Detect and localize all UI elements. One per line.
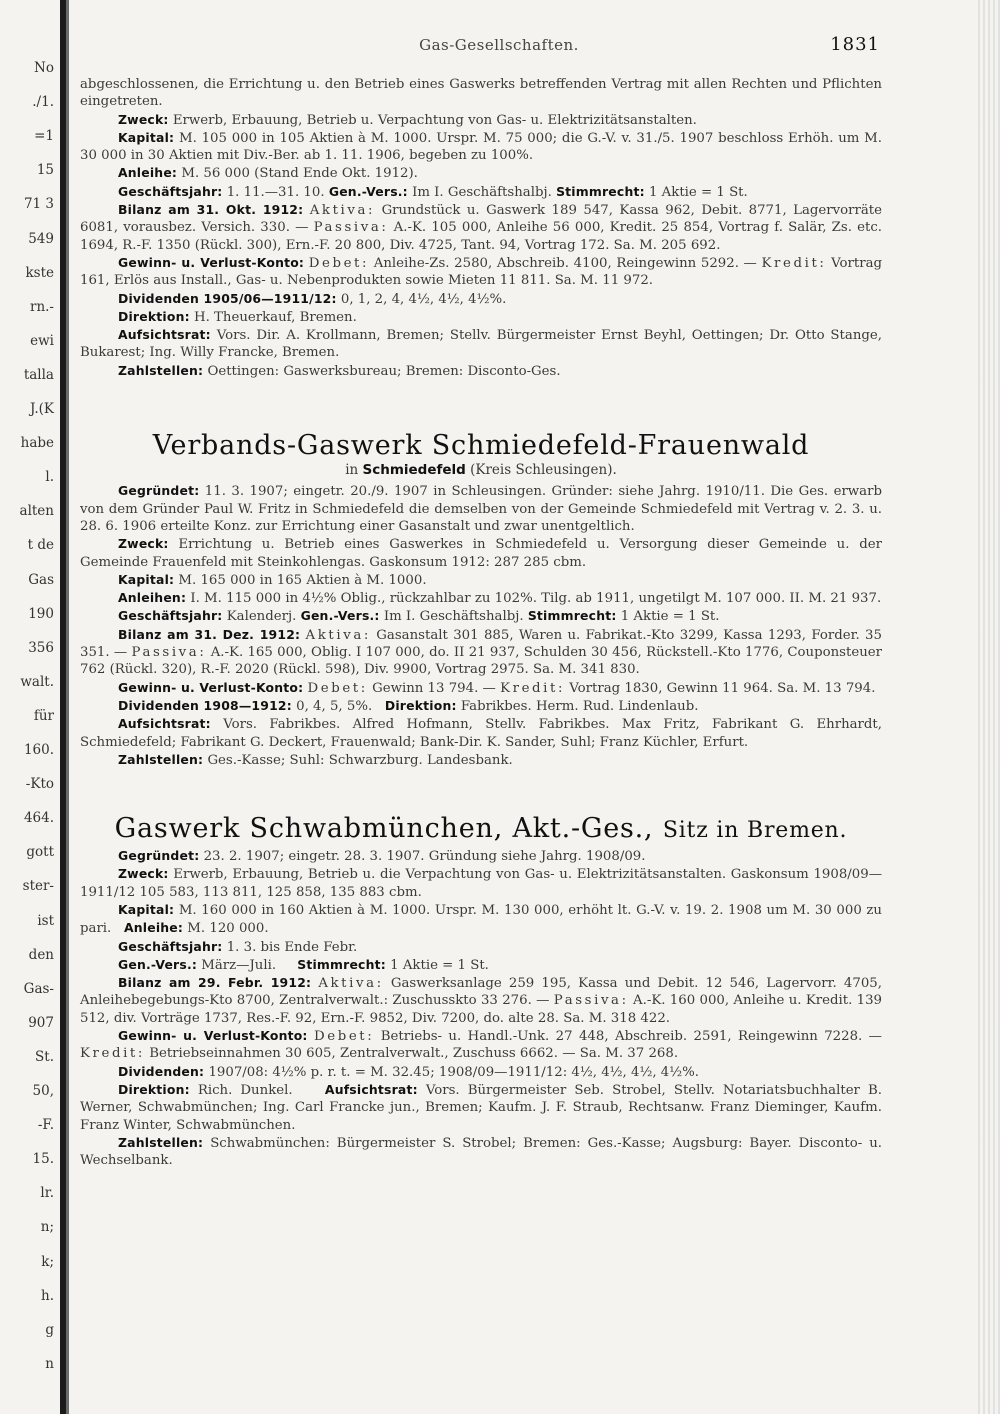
value: Erwerb, Erbauung, Betrieb u. die Verpachtung von Gas- u. Elektrizitätsanstalten. Gaskonsum 1908/09—1911/12 105 583, 113 811, 125 858, 135 883 cbm. bbox=[80, 867, 882, 900]
margin-fragment: 464. bbox=[23, 810, 54, 826]
margin-fragment: talla bbox=[23, 367, 54, 383]
passiva-label: Passiva: bbox=[313, 220, 389, 236]
value: 1. 3. bis Ende Febr. bbox=[226, 939, 358, 955]
gegruendet-para bbox=[80, 482, 882, 535]
label: Zweck: bbox=[118, 111, 169, 127]
entry-continued bbox=[80, 76, 882, 380]
label: Stimmrecht: bbox=[556, 183, 645, 199]
kapital-para bbox=[80, 901, 882, 938]
margin-fragment: n; bbox=[40, 1219, 54, 1235]
running-title: Gas-Gesellschaften. bbox=[419, 36, 579, 54]
gegruendet-para bbox=[80, 847, 882, 865]
margin-fragment: ster- bbox=[22, 878, 54, 894]
margin-fragment: den bbox=[28, 947, 54, 963]
margin-fragment: St. bbox=[35, 1049, 54, 1065]
company-subtitle bbox=[80, 462, 882, 479]
aktiva-label: Aktiva: bbox=[309, 203, 376, 219]
margin-fragment: 190 bbox=[28, 606, 54, 622]
entry-schwabmuenchen bbox=[80, 813, 882, 1169]
value: Vors. Fabrikbes. Alfred Hofmann, Stellv. Fabrikbes. Max Fritz, Fabrikant G. Ehrhardt, Schmiedefeld; Fabrikant G. Deckert, Frauenwald; Bank-Dir. K. Sander, Suhl; Franz Küchler, Erfurt. bbox=[80, 717, 882, 750]
label: Direktion: bbox=[384, 697, 457, 713]
intro-text: abgeschlossenen, die Errichtung u. den Betrieb eines Gaswerks betreffenden Vertrag mit allen Rechten und Pflichten eingetreten. bbox=[80, 77, 882, 110]
margin-fragment: 50, bbox=[32, 1083, 54, 1099]
book-binding-edge bbox=[66, 0, 69, 1414]
margin-fragment: Gas- bbox=[23, 981, 54, 997]
guv-para bbox=[80, 254, 882, 290]
label: Bilanz am 31. Okt. 1912: bbox=[118, 202, 304, 218]
passiva-label: Passiva: bbox=[553, 993, 629, 1009]
label: Anleihe: bbox=[118, 165, 178, 181]
value: Vors. Dir. A. Krollmann, Bremen; Stellv. Bürgermeister Ernst Beyhl, Oettingen; Dr. Otto Stange, Bukarest; Ing. Willy Francke, Bremen. bbox=[80, 328, 882, 361]
label: Gen.-Vers.: bbox=[118, 956, 198, 972]
value: M. 120 000. bbox=[187, 921, 269, 937]
kredit-value: Vortrag 161, Erlös aus Install., Gas- u. Nebenprodukten sowie Mieten 11 811. Sa. M. 11 972. bbox=[80, 255, 883, 289]
debet-value: Anleihe-Zs. 2580, Abschreib. 4100, Reingewinn 5292. — bbox=[373, 255, 757, 271]
anleihe-para bbox=[80, 164, 882, 182]
aktiva-value: Gaswerksanlage 259 195, Kassa und Debit. 12 546, Lagervorr. 4705, Anleihebegebungs-Kto 8700, Zentralverwalt.: Zuschusskto 33 276. — bbox=[80, 976, 882, 1009]
zweck-para bbox=[80, 535, 882, 571]
zweck-para bbox=[80, 865, 882, 901]
margin-fragment: =1 bbox=[34, 128, 54, 144]
margin-fragment: 160. bbox=[23, 742, 54, 758]
company-name: Gaswerk Schwabmünchen, Akt.-Ges., bbox=[114, 813, 654, 845]
aktiva-value: Gasanstalt 301 885, Waren u. Fabrikat.-Kto 3299, Kassa 1293, Forder. 35 351. — bbox=[80, 627, 882, 661]
label: Aufsichtsrat: bbox=[118, 716, 211, 732]
margin-fragment: 549 bbox=[28, 231, 54, 247]
margin-fragment: für bbox=[33, 708, 54, 724]
margin-fragment: walt. bbox=[20, 674, 54, 690]
sub-district: (Kreis Schleusingen). bbox=[470, 462, 617, 479]
direktion-para bbox=[80, 308, 882, 326]
genvers-para bbox=[80, 956, 882, 974]
company-title: Verbands-Gaswerk Schmiedefeld-Frauenwald bbox=[152, 430, 810, 462]
aufsichtsrat-para bbox=[80, 326, 882, 362]
value: 1907/08: 4½% p. r. t. = M. 32.45; 1908/09—1911/12: 4½, 4½, 4½, 4½%. bbox=[208, 1064, 700, 1080]
label: Gegründet: bbox=[118, 848, 200, 864]
label: Dividenden 1905/06—1911/12: bbox=[118, 290, 337, 306]
value: M. 165 000 in 165 Aktien à M. 1000. bbox=[178, 572, 427, 588]
page-edge-right bbox=[978, 0, 1000, 1414]
value: M. 56 000 (Stand Ende Okt. 1912). bbox=[181, 166, 418, 182]
label: Kapital: bbox=[118, 901, 175, 917]
margin-fragment: lr. bbox=[40, 1185, 54, 1201]
debet-label: Debet: bbox=[308, 255, 370, 271]
value: Vors. Bürgermeister Seb. Strobel, Stellv. Notariatsbuchhalter B. Werner, Schwabmünchen; Ing. Carl Francke jun., Bremen; Kaufm. J. F. Straub, Rechtsanw. Franz Dieminger, Kaufm. Franz Winter, Schwabmünchen. bbox=[80, 1082, 882, 1133]
value: I. M. 115 000 in 4½% Oblig., rückzahlbar zu 102%. Tilg. ab 1911, ungetilgt M. 107 000. II. M. 21 937. bbox=[190, 591, 882, 607]
geschaeftsjahr-para bbox=[80, 938, 882, 956]
margin-fragment: J.(K bbox=[29, 401, 54, 417]
value: Im I. Geschäftshalbj. bbox=[383, 609, 524, 625]
page-header bbox=[118, 36, 880, 60]
margin-fragment: kste bbox=[25, 265, 54, 281]
value: Im I. Geschäftshalbj. bbox=[412, 184, 552, 200]
zweck-para bbox=[80, 111, 882, 129]
label: Geschäftsjahr: bbox=[118, 938, 223, 954]
margin-fragment: k; bbox=[41, 1254, 54, 1270]
kredit-value: Vortrag 1830, Gewinn 11 964. Sa. M. 13 794. bbox=[569, 680, 876, 696]
dividenden-para bbox=[80, 290, 882, 308]
label: Gen.-Vers.: bbox=[328, 183, 408, 199]
value: Rich. Dunkel. bbox=[197, 1082, 293, 1098]
label: Zweck: bbox=[118, 536, 169, 552]
aufsichtsrat-para bbox=[80, 715, 882, 751]
value: Kalenderj. bbox=[226, 609, 297, 625]
value: 1 Aktie = 1 St. bbox=[620, 609, 720, 625]
margin-fragment: 907 bbox=[28, 1015, 54, 1031]
label: Zahlstellen: bbox=[118, 362, 204, 378]
entry-schmiedefeld bbox=[80, 430, 882, 769]
zahlstellen-para bbox=[80, 1134, 882, 1170]
margin-fragment: alten bbox=[19, 503, 54, 519]
kapital-para bbox=[80, 571, 882, 589]
label: Geschäftsjahr: bbox=[118, 183, 223, 199]
value: M. 160 000 in 160 Aktien à M. 1000. Urspr. M. 130 000, erhöht lt. G.-V. v. 19. 2. 1908 um M. 30 000 zu pari. bbox=[80, 902, 882, 937]
label: Direktion: bbox=[118, 1081, 190, 1097]
margin-fragment: h. bbox=[41, 1288, 54, 1304]
margin-fragment: ./1. bbox=[32, 94, 54, 110]
label: Bilanz am 31. Dez. 1912: bbox=[118, 626, 301, 642]
margin-fragment: ist bbox=[37, 913, 54, 929]
label: Anleihen: bbox=[118, 590, 187, 606]
direktion-aufsichtsrat-para bbox=[80, 1081, 882, 1134]
debet-value: Gewinn 13 794. — bbox=[372, 680, 496, 696]
value: M. 105 000 in 105 Aktien à M. 1000. Urspr. M. 75 000; die G.-V. v. 31./5. 1907 beschloss Erhöh. um M. 30 000 in 30 Aktien mit Div.-Ber. ab 1. 11. 1906, begeben zu 100%. bbox=[80, 130, 882, 164]
dividenden-para bbox=[80, 1063, 882, 1081]
margin-fragment: 15. bbox=[32, 1151, 54, 1167]
margin-fragment: -F. bbox=[37, 1117, 54, 1133]
label: Geschäftsjahr: bbox=[118, 608, 223, 624]
label: Gegründet: bbox=[118, 483, 200, 499]
bilanz-para bbox=[80, 974, 882, 1027]
previous-page-margin bbox=[0, 60, 56, 1400]
label: Aufsichtsrat: bbox=[324, 1081, 418, 1097]
margin-fragment: 356 bbox=[28, 640, 54, 656]
passiva-value: A.-K. 160 000, Anleihe u. Kredit. 139 512, div. Vorträge 1737, Res.-F. 92, Ern.-F. 9852, Div. 7200, do. alte 28. Sa. M. 318 422. bbox=[80, 993, 883, 1026]
value: 0, 4, 5, 5%. bbox=[296, 698, 373, 714]
margin-fragment: n bbox=[45, 1356, 54, 1372]
value: 11. 3. 1907; eingetr. 20./9. 1907 in Schleusingen. Gründer: siehe Jahrg. 1910/11. Die Ges. erwarb von dem Gründer Paul W. Fritz in Schmiedefeld die demselben von der Gemeinde Schmiedefeld mit Vertrag v. 2. 3. u. 28. 6. 1906 erteilte Konz. zur Errichtung einer Gasanstalt und zwar unentgeltlich. bbox=[80, 484, 882, 534]
label: Stimmrecht: bbox=[527, 608, 617, 624]
label: Gewinn- u. Verlust-Konto: bbox=[118, 254, 305, 270]
dividenden-direktion-para bbox=[80, 697, 882, 715]
value: Schwabmünchen: Bürgermeister S. Strobel; Bremen: Ges.-Kasse; Augsburg: Bayer. Disconto- u. Wechselbank. bbox=[80, 1135, 882, 1169]
debet-label: Debet: bbox=[314, 1029, 375, 1045]
value: 1 Aktie = 1 St. bbox=[390, 957, 489, 973]
value: Fabrikbes. Herm. Rud. Lindenlaub. bbox=[460, 698, 699, 714]
margin-fragment: habe bbox=[20, 435, 54, 451]
margin-fragment: Gas bbox=[28, 572, 54, 588]
margin-fragment: l. bbox=[45, 469, 54, 485]
geschaeftsjahr-para bbox=[80, 607, 882, 625]
label: Zweck: bbox=[118, 866, 169, 882]
value: Erwerb, Erbauung, Betrieb u. Verpachtung von Gas- u. Elektrizitätsanstalten. bbox=[172, 112, 697, 128]
company-seat: Sitz in Bremen. bbox=[662, 818, 848, 844]
aktiva-label: Aktiva: bbox=[305, 627, 371, 643]
kredit-value: Betriebseinnahmen 30 605, Zentralverwalt., Zuschuss 6662. — Sa. M. 37 268. bbox=[149, 1046, 679, 1062]
aktiva-value: Grundstück u. Gaswerk 189 547, Kassa 962, Debit. 8771, Lagervorräte 6081, vorausbez. Versich. 330. — bbox=[80, 203, 882, 236]
page-number: 1831 bbox=[830, 34, 880, 55]
label: Direktion: bbox=[118, 308, 190, 324]
bilanz-para bbox=[80, 201, 882, 254]
main-column bbox=[80, 76, 882, 1169]
label: Aufsichtsrat: bbox=[118, 327, 211, 343]
margin-fragment: ewi bbox=[30, 333, 54, 349]
value: Oettingen: Gaswerksbureau; Bremen: Disconto-Ges. bbox=[207, 363, 561, 379]
label: Gewinn- u. Verlust-Konto: bbox=[118, 1028, 308, 1044]
value: 1. 11.—31. 10. bbox=[226, 184, 325, 200]
margin-fragment: 71 3 bbox=[23, 196, 54, 212]
value: 23. 2. 1907; eingetr. 28. 3. 1907. Gründung siehe Jahrg. 1908/09. bbox=[203, 849, 646, 865]
debet-value: Betriebs- u. Handl.-Unk. 27 448, Abschreib. 2591, Reingewinn 7228. — bbox=[380, 1029, 882, 1045]
margin-fragment: t de bbox=[27, 537, 54, 553]
value: Ges.-Kasse; Suhl: Schwarzburg. Landesbank. bbox=[207, 752, 513, 768]
zahlstellen-para bbox=[80, 362, 882, 380]
kredit-label: Kredit: bbox=[500, 680, 566, 696]
label: Kapital: bbox=[118, 129, 175, 145]
passiva-label: Passiva: bbox=[131, 645, 207, 661]
passiva-value: A.-K. 165 000, Oblig. I 107 000, do. II 21 937, Schulden 30 456, Rückstell.-Kto 1776, Couponsteuer 762 (Rückl. 320), R.-F. 2020 (Rückl. 598), Div. 9900, Vortrag 2975. Sa. M. 341 830. bbox=[80, 645, 882, 678]
label: Stimmrecht: bbox=[297, 956, 386, 972]
kredit-label: Kredit: bbox=[80, 1046, 145, 1062]
sub-in: in bbox=[345, 462, 359, 479]
kapital-para bbox=[80, 129, 882, 165]
label: Gen.-Vers.: bbox=[300, 608, 380, 624]
label: Zahlstellen: bbox=[118, 1134, 204, 1150]
label: Dividenden: bbox=[118, 1063, 205, 1079]
sub-place: Schmiedefeld bbox=[362, 462, 466, 479]
value: Errichtung u. Betrieb eines Gaswerkes in Schmiedefeld u. Versorgung dieser Gemeinde u. der Gemeinde Frauenfeld mit Steinkohlengas. Gaskonsum 1912: 287 285 cbm. bbox=[80, 537, 882, 570]
margin-fragment: gott bbox=[26, 844, 54, 860]
passiva-value: A.-K. 105 000, Anleihe 56 000, Kredit. 25 854, Vortrag f. Salär, Zs. etc. 1694, R.-F. 1350 (Rückl. 300), Ern.-F. 20 800, Div. 4725, Tant. 94, Vortrag 172. Sa. M. 205 692. bbox=[80, 220, 882, 253]
label: Dividenden 1908—1912: bbox=[118, 697, 292, 713]
label: Zahlstellen: bbox=[118, 751, 204, 767]
label: Kapital: bbox=[118, 571, 175, 587]
value: März—Juli. bbox=[201, 957, 277, 973]
label: Anleihe: bbox=[123, 920, 184, 936]
guv-para bbox=[80, 679, 882, 697]
margin-fragment: 15 bbox=[36, 162, 54, 178]
zahlstellen-para bbox=[80, 751, 882, 769]
margin-fragment: -Kto bbox=[25, 776, 54, 792]
margin-fragment: rn.- bbox=[29, 299, 54, 315]
margin-fragment: g bbox=[45, 1322, 54, 1338]
company-title bbox=[80, 813, 882, 847]
anleihen-para bbox=[80, 589, 882, 607]
bilanz-para bbox=[80, 626, 882, 679]
aktiva-label: Aktiva: bbox=[318, 976, 384, 992]
geschaeftsjahr-para bbox=[80, 183, 882, 201]
value: H. Theuerkauf, Bremen. bbox=[193, 309, 357, 325]
guv-para bbox=[80, 1027, 882, 1063]
value: 1 Aktie = 1 St. bbox=[648, 184, 748, 200]
label: Gewinn- u. Verlust-Konto: bbox=[118, 679, 304, 695]
value: 0, 1, 2, 4, 4½, 4½, 4½%. bbox=[340, 291, 507, 307]
debet-label: Debet: bbox=[307, 680, 368, 696]
margin-fragment: No bbox=[34, 60, 54, 76]
kredit-label: Kredit: bbox=[761, 255, 827, 271]
label: Bilanz am 29. Febr. 1912: bbox=[118, 975, 312, 991]
